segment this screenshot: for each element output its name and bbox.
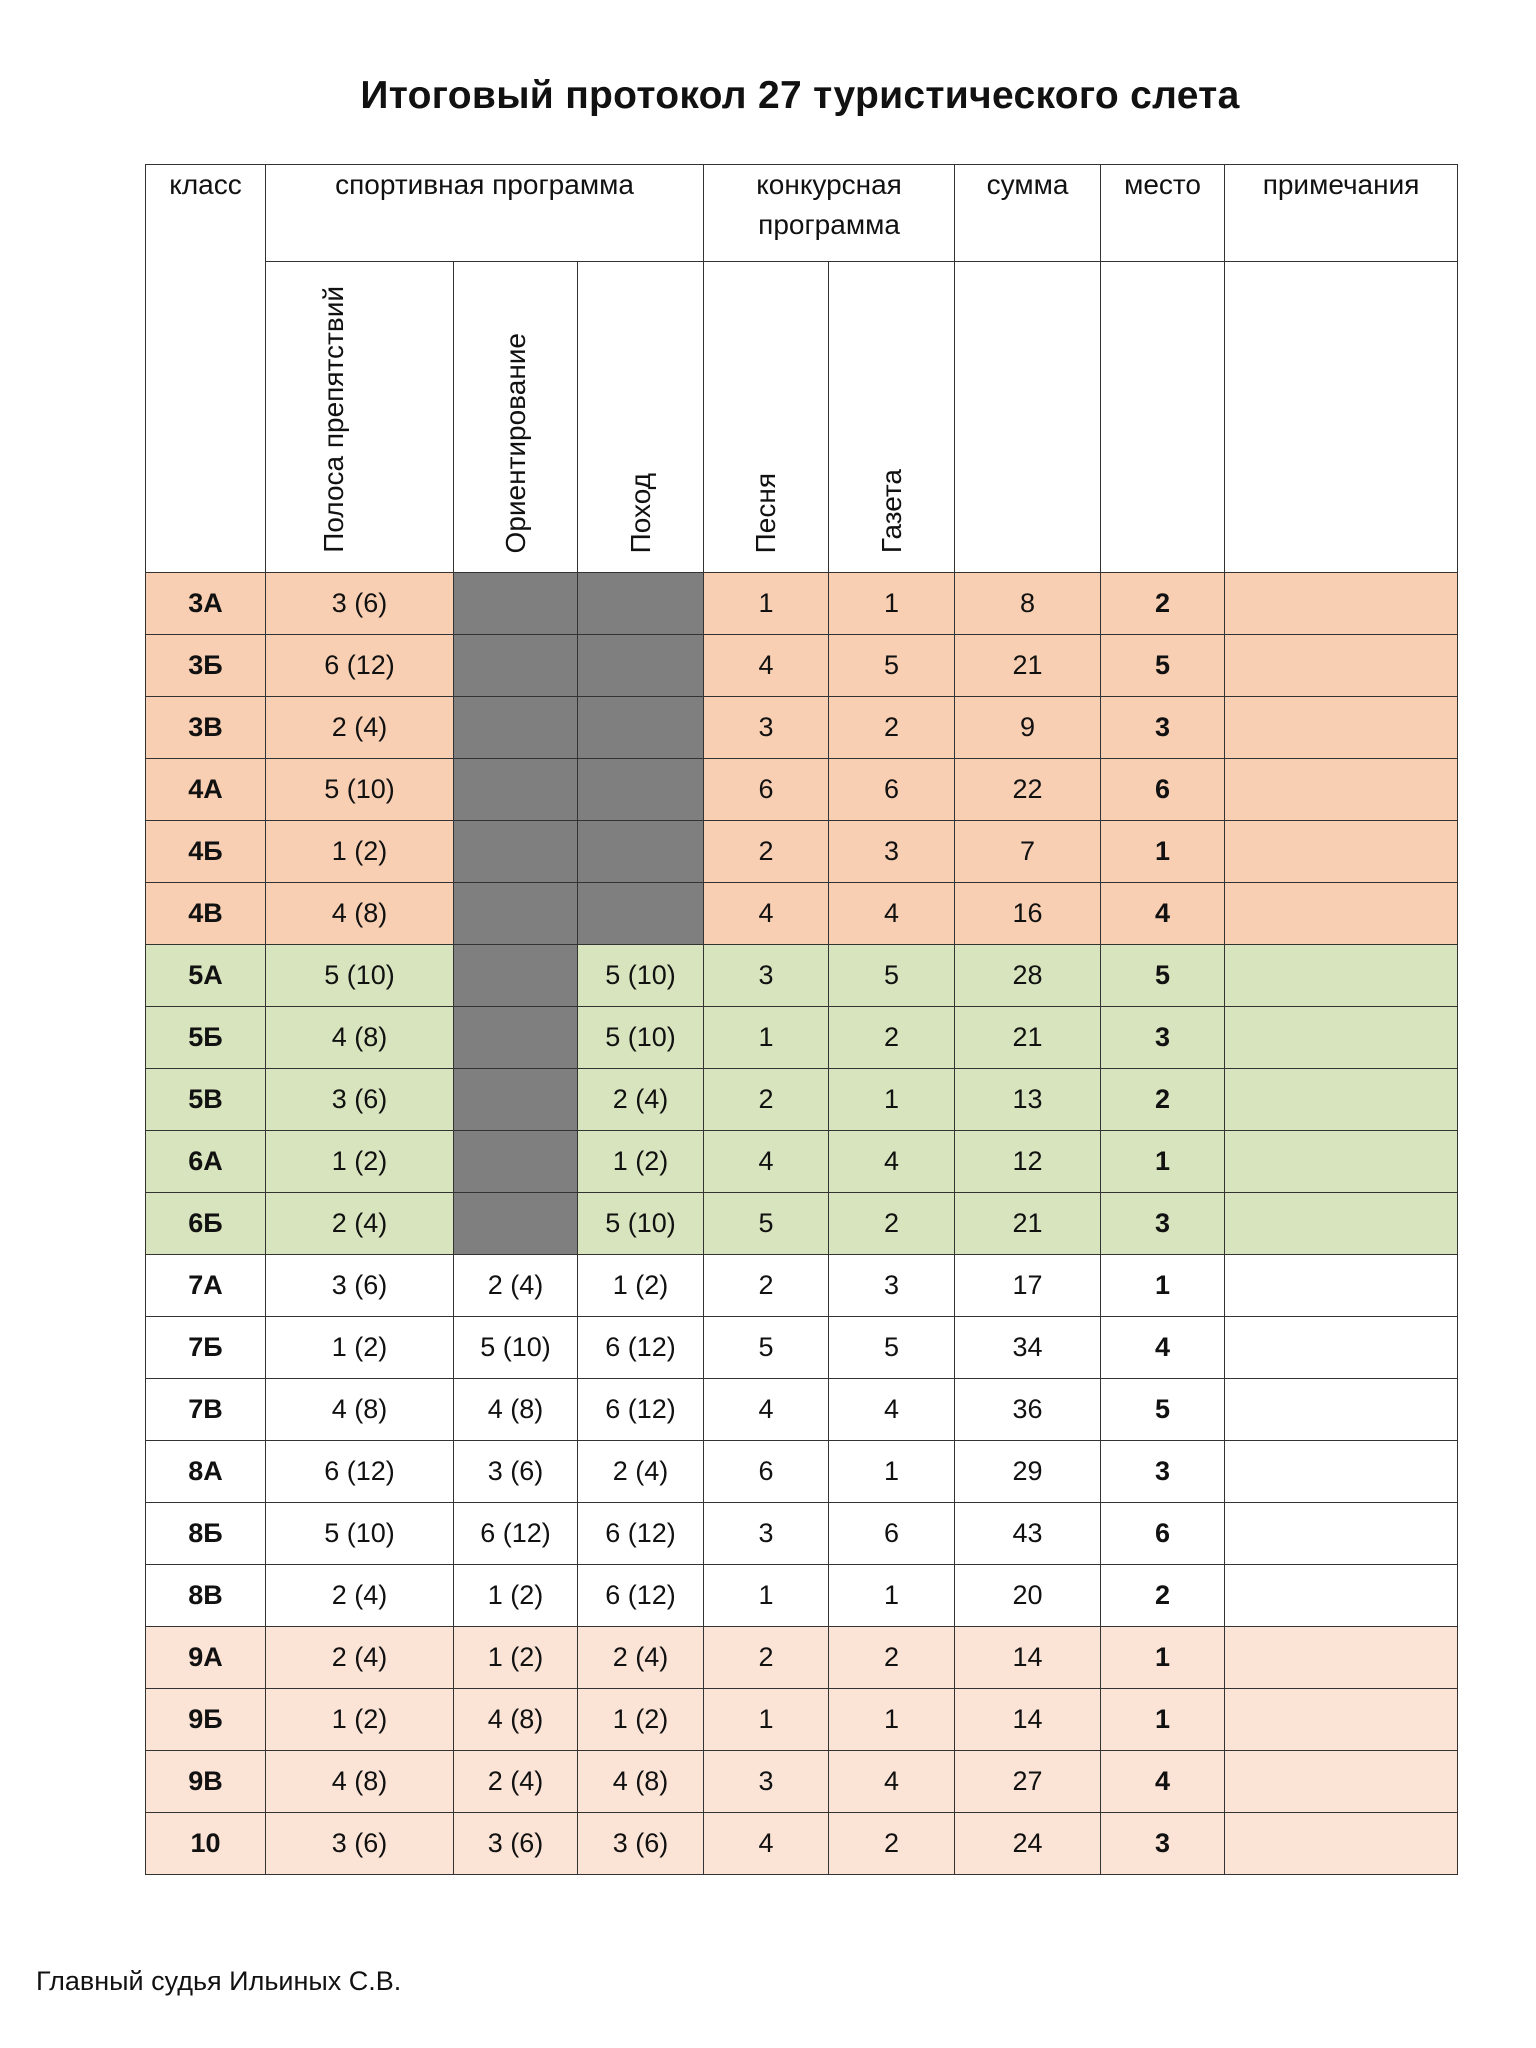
header-sum-empty [955, 262, 1101, 573]
place-cell: 2 [1101, 573, 1225, 635]
place-cell: 3 [1101, 697, 1225, 759]
header-class: класс [146, 165, 266, 573]
song-cell: 2 [704, 1069, 829, 1131]
song-cell: 1 [704, 1007, 829, 1069]
table-row [146, 697, 1458, 759]
sum-cell: 14 [955, 1689, 1101, 1751]
hike-cell: 1 (2) [578, 1689, 704, 1751]
notes-cell [1225, 1751, 1458, 1813]
notes-cell [1225, 821, 1458, 883]
obstacle-cell: 3 (6) [266, 1813, 454, 1875]
class-cell: 10 [146, 1813, 266, 1875]
header-orienteering: Ориентирование [454, 262, 578, 573]
notes-cell [1225, 945, 1458, 1007]
obstacle-cell: 1 (2) [266, 1689, 454, 1751]
newspaper-cell: 6 [829, 759, 955, 821]
class-cell: 3Б [146, 635, 266, 697]
header-newspaper: Газета [829, 262, 955, 573]
notes-cell [1225, 1813, 1458, 1875]
header-sport-program: спортивная программа [266, 165, 704, 262]
results-table [145, 164, 1458, 1875]
class-cell: 9Б [146, 1689, 266, 1751]
place-cell: 6 [1101, 759, 1225, 821]
notes-cell [1225, 759, 1458, 821]
chief-judge-signature-line: Главный судья Ильиных С.В. [36, 1966, 402, 1996]
table-row [146, 759, 1458, 821]
obstacle-cell: 2 (4) [266, 1565, 454, 1627]
table-row [146, 1503, 1458, 1565]
newspaper-cell: 4 [829, 883, 955, 945]
orienteering-cell: 6 (12) [454, 1503, 578, 1565]
notes-cell [1225, 1069, 1458, 1131]
newspaper-cell: 5 [829, 1317, 955, 1379]
notes-cell [1225, 1007, 1458, 1069]
hike-cell: 6 (12) [578, 1317, 704, 1379]
hike-cell: 2 (4) [578, 1441, 704, 1503]
orienteering-cell: 1 (2) [454, 1565, 578, 1627]
song-cell: 4 [704, 883, 829, 945]
class-cell: 8В [146, 1565, 266, 1627]
song-cell: 2 [704, 821, 829, 883]
obstacle-cell: 4 (8) [266, 883, 454, 945]
sum-cell: 21 [955, 1193, 1101, 1255]
hike-cell: 6 (12) [578, 1565, 704, 1627]
sum-cell: 36 [955, 1379, 1101, 1441]
notes-cell [1225, 1503, 1458, 1565]
place-cell: 3 [1101, 1193, 1225, 1255]
place-cell: 1 [1101, 1627, 1225, 1689]
newspaper-cell: 2 [829, 1193, 955, 1255]
sum-cell: 17 [955, 1255, 1101, 1317]
notes-cell [1225, 1565, 1458, 1627]
newspaper-cell: 1 [829, 573, 955, 635]
place-cell: 3 [1101, 1813, 1225, 1875]
table-row [146, 1317, 1458, 1379]
sum-cell: 20 [955, 1565, 1101, 1627]
song-cell: 5 [704, 1317, 829, 1379]
sum-cell: 14 [955, 1627, 1101, 1689]
table-row [146, 1379, 1458, 1441]
song-cell: 6 [704, 1441, 829, 1503]
table-row [146, 1565, 1458, 1627]
orienteering-cell-na [454, 1007, 578, 1069]
sum-cell: 34 [955, 1317, 1101, 1379]
sum-cell: 9 [955, 697, 1101, 759]
hike-cell-na [578, 697, 704, 759]
table-row [146, 573, 1458, 635]
newspaper-cell: 6 [829, 1503, 955, 1565]
hike-cell: 1 (2) [578, 1255, 704, 1317]
newspaper-cell: 2 [829, 1007, 955, 1069]
table-row [146, 1255, 1458, 1317]
hike-cell: 5 (10) [578, 1193, 704, 1255]
obstacle-cell: 6 (12) [266, 1441, 454, 1503]
class-cell: 6Б [146, 1193, 266, 1255]
table-row [146, 945, 1458, 1007]
obstacle-cell: 3 (6) [266, 573, 454, 635]
song-cell: 4 [704, 1131, 829, 1193]
sum-cell: 16 [955, 883, 1101, 945]
place-cell: 2 [1101, 1069, 1225, 1131]
orienteering-cell: 2 (4) [454, 1751, 578, 1813]
obstacle-cell: 5 (10) [266, 945, 454, 1007]
song-cell: 4 [704, 1379, 829, 1441]
song-cell: 1 [704, 1689, 829, 1751]
class-cell: 9А [146, 1627, 266, 1689]
obstacle-cell: 1 (2) [266, 1317, 454, 1379]
orienteering-cell: 3 (6) [454, 1813, 578, 1875]
obstacle-cell: 4 (8) [266, 1007, 454, 1069]
orienteering-cell: 2 (4) [454, 1255, 578, 1317]
sum-cell: 12 [955, 1131, 1101, 1193]
sum-cell: 28 [955, 945, 1101, 1007]
obstacle-cell: 4 (8) [266, 1751, 454, 1813]
song-cell: 1 [704, 1565, 829, 1627]
header-notes-empty [1225, 262, 1458, 573]
sum-cell: 7 [955, 821, 1101, 883]
obstacle-cell: 3 (6) [266, 1255, 454, 1317]
orienteering-cell-na [454, 1193, 578, 1255]
header-row-sub [146, 262, 1458, 573]
song-cell: 3 [704, 1503, 829, 1565]
notes-cell [1225, 1255, 1458, 1317]
newspaper-cell: 1 [829, 1069, 955, 1131]
class-cell: 3В [146, 697, 266, 759]
hike-cell-na [578, 759, 704, 821]
orienteering-cell-na [454, 635, 578, 697]
place-cell: 1 [1101, 1255, 1225, 1317]
notes-cell [1225, 1441, 1458, 1503]
class-cell: 3А [146, 573, 266, 635]
orienteering-cell: 5 (10) [454, 1317, 578, 1379]
class-cell: 5Б [146, 1007, 266, 1069]
newspaper-cell: 5 [829, 635, 955, 697]
obstacle-cell: 1 (2) [266, 821, 454, 883]
place-cell: 5 [1101, 945, 1225, 1007]
hike-cell-na [578, 883, 704, 945]
table-row [146, 1069, 1458, 1131]
header-notes: примечания [1225, 165, 1458, 262]
sum-cell: 13 [955, 1069, 1101, 1131]
table-row [146, 1689, 1458, 1751]
table-row [146, 1193, 1458, 1255]
notes-cell [1225, 1627, 1458, 1689]
header-place: место [1101, 165, 1225, 262]
notes-cell [1225, 883, 1458, 945]
class-cell: 4Б [146, 821, 266, 883]
newspaper-cell: 3 [829, 1255, 955, 1317]
orienteering-cell: 4 (8) [454, 1379, 578, 1441]
place-cell: 1 [1101, 821, 1225, 883]
table-row [146, 1813, 1458, 1875]
obstacle-cell: 4 (8) [266, 1379, 454, 1441]
newspaper-cell: 1 [829, 1441, 955, 1503]
place-cell: 4 [1101, 1317, 1225, 1379]
orienteering-cell-na [454, 883, 578, 945]
hike-cell: 4 (8) [578, 1751, 704, 1813]
orienteering-cell: 3 (6) [454, 1441, 578, 1503]
class-cell: 5В [146, 1069, 266, 1131]
table-row [146, 1007, 1458, 1069]
notes-cell [1225, 1193, 1458, 1255]
orienteering-cell-na [454, 1131, 578, 1193]
notes-cell [1225, 1131, 1458, 1193]
header-row-top [146, 165, 1458, 262]
hike-cell: 6 (12) [578, 1379, 704, 1441]
hike-cell: 2 (4) [578, 1069, 704, 1131]
class-cell: 7Б [146, 1317, 266, 1379]
place-cell: 1 [1101, 1131, 1225, 1193]
newspaper-cell: 1 [829, 1565, 955, 1627]
orienteering-cell-na [454, 945, 578, 1007]
newspaper-cell: 3 [829, 821, 955, 883]
sum-cell: 27 [955, 1751, 1101, 1813]
song-cell: 3 [704, 697, 829, 759]
song-cell: 2 [704, 1627, 829, 1689]
class-cell: 9В [146, 1751, 266, 1813]
newspaper-cell: 2 [829, 1813, 955, 1875]
hike-cell: 3 (6) [578, 1813, 704, 1875]
song-cell: 6 [704, 759, 829, 821]
orienteering-cell-na [454, 821, 578, 883]
orienteering-cell: 4 (8) [454, 1689, 578, 1751]
hike-cell: 1 (2) [578, 1131, 704, 1193]
hike-cell: 5 (10) [578, 945, 704, 1007]
place-cell: 4 [1101, 1751, 1225, 1813]
place-cell: 4 [1101, 883, 1225, 945]
sum-cell: 21 [955, 1007, 1101, 1069]
place-cell: 3 [1101, 1441, 1225, 1503]
table-row [146, 1441, 1458, 1503]
header-sum: сумма [955, 165, 1101, 262]
sum-cell: 29 [955, 1441, 1101, 1503]
class-cell: 6А [146, 1131, 266, 1193]
newspaper-cell: 5 [829, 945, 955, 1007]
song-cell: 4 [704, 635, 829, 697]
orienteering-cell-na [454, 697, 578, 759]
table-row [146, 821, 1458, 883]
orienteering-cell: 1 (2) [454, 1627, 578, 1689]
class-cell: 4А [146, 759, 266, 821]
header-place-empty [1101, 262, 1225, 573]
class-cell: 7А [146, 1255, 266, 1317]
newspaper-cell: 4 [829, 1751, 955, 1813]
sum-cell: 43 [955, 1503, 1101, 1565]
hike-cell-na [578, 821, 704, 883]
notes-cell [1225, 1379, 1458, 1441]
song-cell: 3 [704, 945, 829, 1007]
obstacle-cell: 1 (2) [266, 1131, 454, 1193]
newspaper-cell: 4 [829, 1131, 955, 1193]
orienteering-cell-na [454, 759, 578, 821]
sum-cell: 22 [955, 759, 1101, 821]
orienteering-cell-na [454, 1069, 578, 1131]
class-cell: 5А [146, 945, 266, 1007]
table-row [146, 883, 1458, 945]
newspaper-cell: 2 [829, 697, 955, 759]
notes-cell [1225, 1317, 1458, 1379]
class-cell: 8Б [146, 1503, 266, 1565]
hike-cell: 5 (10) [578, 1007, 704, 1069]
hike-cell-na [578, 573, 704, 635]
table-row [146, 1627, 1458, 1689]
place-cell: 5 [1101, 1379, 1225, 1441]
table-row [146, 635, 1458, 697]
obstacle-cell: 2 (4) [266, 697, 454, 759]
newspaper-cell: 2 [829, 1627, 955, 1689]
obstacle-cell: 2 (4) [266, 1627, 454, 1689]
song-cell: 4 [704, 1813, 829, 1875]
class-cell: 4В [146, 883, 266, 945]
class-cell: 7В [146, 1379, 266, 1441]
hike-cell: 2 (4) [578, 1627, 704, 1689]
obstacle-cell: 5 (10) [266, 759, 454, 821]
place-cell: 1 [1101, 1689, 1225, 1751]
table-row [146, 1131, 1458, 1193]
orienteering-cell-na [454, 573, 578, 635]
header-obstacle-course: Полоса препятствий [266, 262, 454, 573]
notes-cell [1225, 697, 1458, 759]
hike-cell-na [578, 635, 704, 697]
obstacle-cell: 2 (4) [266, 1193, 454, 1255]
song-cell: 5 [704, 1193, 829, 1255]
song-cell: 1 [704, 573, 829, 635]
obstacle-cell: 3 (6) [266, 1069, 454, 1131]
song-cell: 3 [704, 1751, 829, 1813]
table-row [146, 1751, 1458, 1813]
place-cell: 3 [1101, 1007, 1225, 1069]
notes-cell [1225, 1689, 1458, 1751]
hike-cell: 6 (12) [578, 1503, 704, 1565]
notes-cell [1225, 573, 1458, 635]
newspaper-cell: 1 [829, 1689, 955, 1751]
notes-cell [1225, 635, 1458, 697]
header-song: Песня [704, 262, 829, 573]
place-cell: 2 [1101, 1565, 1225, 1627]
class-cell: 8А [146, 1441, 266, 1503]
obstacle-cell: 5 (10) [266, 1503, 454, 1565]
place-cell: 6 [1101, 1503, 1225, 1565]
page-title: Итоговый протокол 27 туристического слета [360, 74, 1240, 117]
header-contest-program: конкурсная программа [704, 165, 955, 262]
header-hike: Поход [578, 262, 704, 573]
obstacle-cell: 6 (12) [266, 635, 454, 697]
sum-cell: 21 [955, 635, 1101, 697]
newspaper-cell: 4 [829, 1379, 955, 1441]
place-cell: 5 [1101, 635, 1225, 697]
sum-cell: 8 [955, 573, 1101, 635]
song-cell: 2 [704, 1255, 829, 1317]
sum-cell: 24 [955, 1813, 1101, 1875]
